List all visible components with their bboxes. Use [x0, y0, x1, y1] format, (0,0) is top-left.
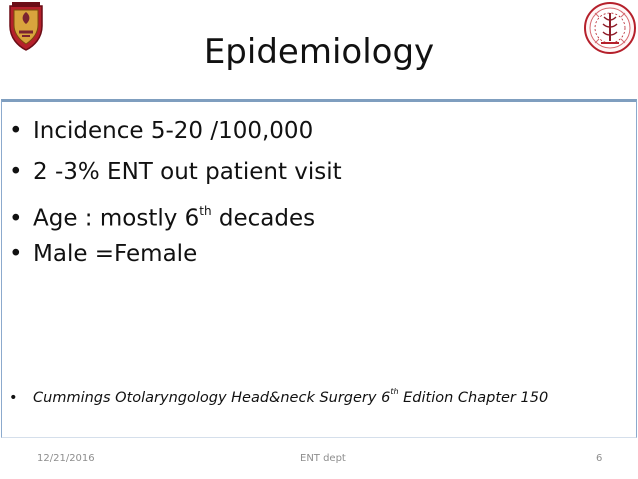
- reference-prefix: Cummings Otolaryngology Head&neck Surgery 6: [33, 389, 391, 406]
- reference-superscript: th: [390, 387, 399, 396]
- footer-department: ENT dept: [300, 453, 346, 464]
- bullet-text-outpatient: 2 -3% ENT out patient visit: [33, 159, 342, 185]
- bullet-text-incidence: Incidence 5-20 /100,000: [33, 118, 314, 144]
- reference-suffix: Edition Chapter 150: [398, 389, 549, 406]
- bullet-list: [9, 111, 342, 275]
- bullet-text-age-superscript: th: [199, 204, 212, 218]
- bullet-icon: •: [9, 118, 23, 144]
- bullet-text-age-suffix: decades: [211, 205, 316, 232]
- bullet-icon: •: [9, 205, 23, 232]
- footer-page-number: 6: [596, 453, 603, 464]
- bullet-icon: •: [9, 159, 23, 185]
- reference-line: [9, 383, 548, 409]
- bullet-item-outpatient: [9, 152, 342, 193]
- bullet-item-age: [9, 193, 342, 234]
- bullet-item-incidence: [9, 111, 342, 152]
- slide-title: Epidemiology: [203, 32, 435, 72]
- bullet-text-age-prefix: Age : mostly 6: [33, 205, 200, 232]
- footer-date: 12/21/2016: [37, 453, 95, 464]
- bullet-text-gender: Male =Female: [33, 241, 198, 267]
- bullet-item-gender: [9, 234, 342, 275]
- reference-bullet-icon: •: [9, 389, 18, 406]
- bullet-icon: •: [9, 241, 23, 267]
